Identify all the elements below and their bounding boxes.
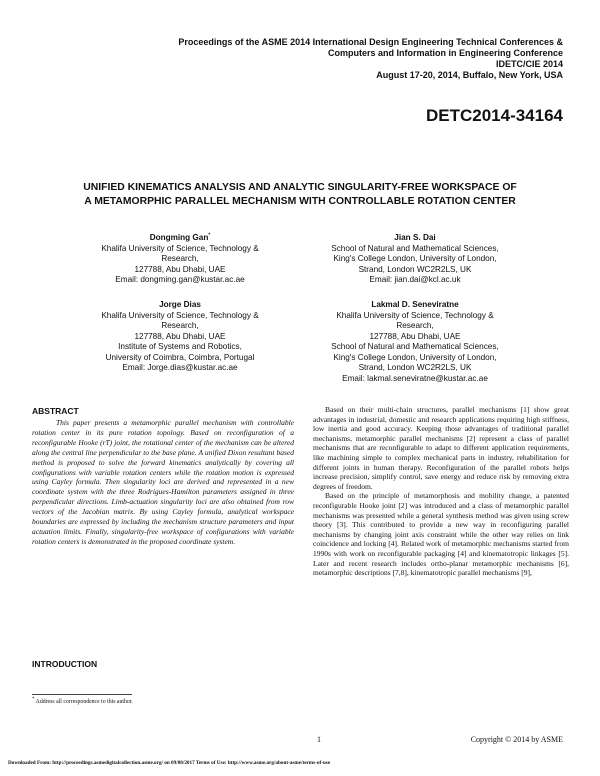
- footnote: * Address all correspondence to this author.: [32, 697, 133, 705]
- download-notice: Downloaded From: http://proceedings.asmedigitalcollection.asme.org/ on 09/08/2017 Terms of Use: http://www.asme.org/about-asme/terms-of-use: [8, 760, 331, 766]
- paper-title-line-1: UNIFIED KINEMATICS ANALYSIS AND ANALYTIC SINGULARITY-FREE WORKSPACE OF: [83, 182, 517, 193]
- affiliation-line: Strand, London WC2R2LS, UK: [358, 363, 472, 372]
- author-email: Email: lakmal.seneviratne@kustar.ac.ae: [342, 373, 488, 383]
- footnote-rule: [32, 694, 132, 695]
- author-block-dai: [300, 233, 530, 286]
- affiliation-line: Research,: [161, 321, 199, 330]
- author-email: Email: Jorge.dias@kustar.ac.ae: [122, 363, 238, 372]
- affiliation-line: Khalifa University of Science, Technology &: [336, 310, 494, 320]
- author-block-seneviratne: [300, 300, 530, 384]
- affiliation-line: School of Natural and Mathematical Sciences,: [331, 243, 499, 253]
- proceedings-line-2: Computers and Information in Engineering Conference: [327, 48, 563, 58]
- author-email: Email: dongming.gan@kustar.ac.ae: [115, 275, 245, 284]
- introduction-heading: INTRODUCTION: [32, 659, 98, 669]
- affiliation-line: Institute of Systems and Robotics,: [118, 342, 242, 351]
- affiliation-line: King's College London, University of London,: [333, 254, 497, 263]
- affiliation-line: University of Coimbra, Coimbra, Portugal: [105, 352, 255, 362]
- introduction-body: [313, 405, 569, 578]
- page-number: 1: [317, 735, 321, 744]
- affiliation-line: Khalifa University of Science, Technology &: [101, 310, 259, 320]
- affiliation-line: Strand, London WC2R2LS, UK: [358, 264, 472, 274]
- paper-title-line-2: A METAMORPHIC PARALLEL MECHANISM WITH CONTROLLABLE ROTATION CENTER: [84, 196, 516, 207]
- proceedings-line-3: IDETC/CIE 2014: [495, 59, 563, 69]
- footnote-mark: *: [32, 697, 35, 703]
- author-name: Lakmal D. Seneviratne: [371, 300, 459, 309]
- abstract-text: This paper presents a metamorphic parallel mechanism with controllable rotation center in its pure rotation topology. Based on reconfiguration of a reconfigurable Hooke (rT) joint, the rotational center of the mechanism can be altered along the central line perpendicular to the base plane. A unified Dixon resultant based method is proposed to solve the forward kinematics analytically by covering all configurations with variable rotation centers while the rotation motion is expressed using Cayley formula. Then singularity loci are derived and represented in a new coordinate system with the three Rodrigues-Hamilton parameters assigned in three perpendicular directions. Limb-actuation singularity loci are also obtained from row vectors of the Jacobian matrix. By using Cayley formula, analytical workspace boundaries are expressed by including the mechanism structure parameters and input actuation limits. Finally, singularity-free workspace of configurations with variable rotation centers is demonstrated in the proposed coordinate system.: [32, 418, 294, 546]
- correspondence-mark: *: [208, 232, 211, 239]
- paper-id: DETC2014-34164: [425, 106, 563, 125]
- affiliation-line: Research,: [161, 254, 199, 263]
- affiliation-line: 127788, Abu Dhabi, UAE: [369, 331, 461, 341]
- affiliation-line: Khalifa University of Science, Technology &: [101, 243, 259, 253]
- author-name: Dongming Gan*: [149, 232, 211, 242]
- copyright: Copyright © 2014 by ASME: [470, 735, 563, 744]
- affiliation-line: Research,: [396, 321, 434, 330]
- body-paragraph-1: Based on their multi-chain structures, parallel mechanisms [1] show great advantages in industrial, domestic and research applications requiring high stiffness, low inertia and good accuracy. Keeping those advantages of traditional parallel mechanisms, metamorphic parallel mechanisms [2] represent a class of parallel mechanisms that are reconfigurable to adapt to different application requirements, like machining simple to complex mechanical parts in industry, rehabilitation for different joints in human therapy. Reconfiguration of the parallel robots helps increase precision, simplify control, save energy and reduce risk by removing extra degrees of freedom.: [313, 405, 569, 491]
- body-paragraph-2: Based on the principle of metamorphosis and mobility change, a patented reconfigurable Hooke joint [2] was introduced and a class of metamorphic parallel mechanisms was presented while a general synthesis method was given using screw theory [3]. This contributed to provide a new way in reconfiguring parallel mechanisms by changing joint axis constraint while the other way relies on link coincidence and locking [4]. Related work of metamorphic mechanisms started from 1990s with work on reconfigurable packaging [4] and kinematotropic linkages [5]. Later and recent research includes ortho-planar metamorphic mechanisms [6], metamorphic descriptions [7,8], kinematotropic parallel mechanisms [9],: [313, 491, 569, 578]
- author-name: Jorge Dias: [159, 300, 201, 309]
- proceedings-line-4: August 17-20, 2014, Buffalo, New York, USA: [376, 70, 563, 80]
- author-block-dias: [70, 300, 290, 374]
- abstract-heading: ABSTRACT: [32, 406, 79, 416]
- author-block-gan: [70, 233, 290, 286]
- affiliation-line: 127788, Abu Dhabi, UAE: [134, 264, 226, 274]
- affiliation-line: School of Natural and Mathematical Sciences,: [331, 342, 499, 351]
- proceedings-line-1: Proceedings of the ASME 2014 International Design Engineering Technical Conferences &: [178, 37, 563, 47]
- affiliation-line: King's College London, University of London,: [333, 352, 497, 362]
- affiliation-line: 127788, Abu Dhabi, UAE: [134, 331, 226, 341]
- author-name: Jian S. Dai: [394, 233, 436, 242]
- author-email: Email: jian.dai@kcl.ac.uk: [369, 275, 461, 284]
